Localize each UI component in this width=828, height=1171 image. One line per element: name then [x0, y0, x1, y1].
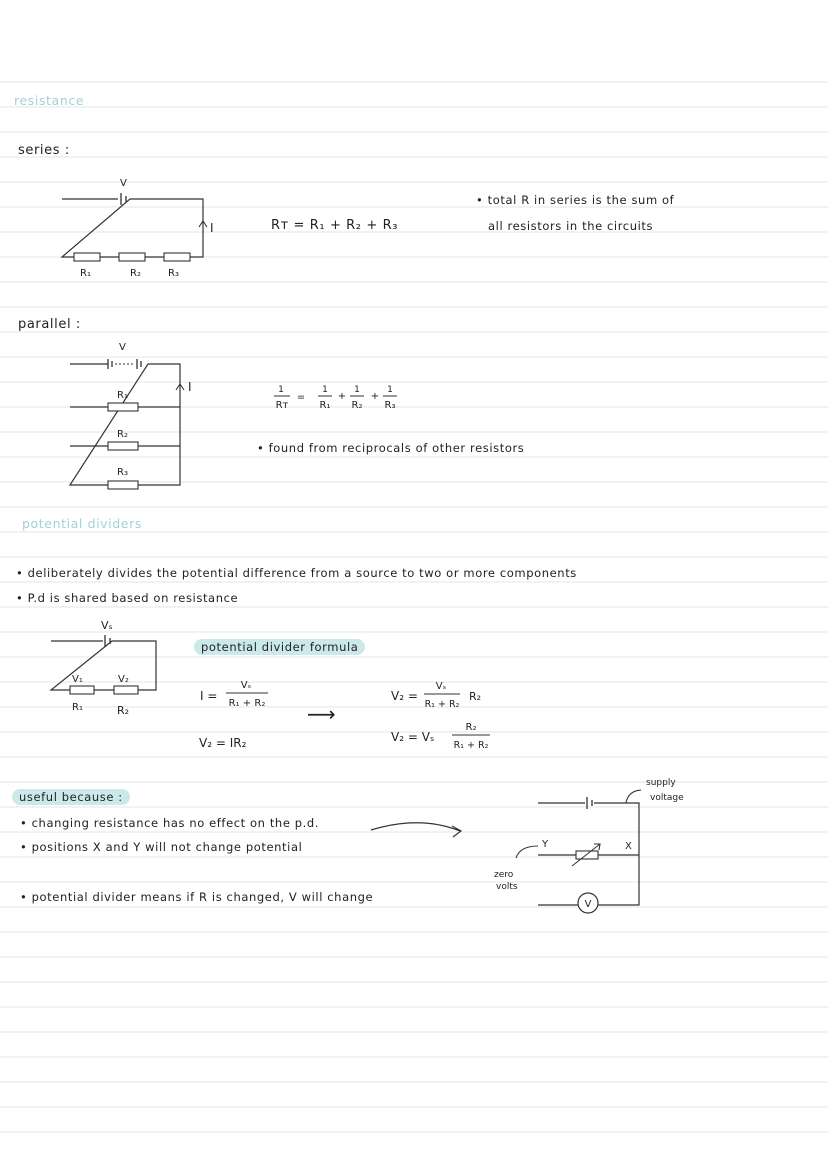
rhs-formula-2-denominator: R₁ + R₂ — [453, 740, 489, 751]
rhs-formula-2-lhs: V₂ = Vₛ — [391, 730, 435, 744]
rhs-formula-1-tail: R₂ — [469, 690, 482, 703]
voltage-label: voltage — [650, 793, 684, 803]
useful-bullet-3: • potential divider means if R is changed, V will change — [20, 890, 374, 904]
potential-dividers-heading: potential dividers — [22, 516, 142, 531]
parallel-r1-label: R₁ — [117, 390, 128, 401]
voltmeter-label: V — [584, 899, 592, 910]
parallel-t1-denominator: R₁ — [319, 400, 331, 411]
parallel-lhs-denominator: Rᴛ — [275, 400, 289, 411]
useful-heading: useful because : — [12, 789, 130, 805]
current-formula-lhs: I = — [200, 689, 218, 703]
variable-resistor-wires — [516, 790, 641, 905]
parallel-t3-denominator: R₃ — [384, 400, 396, 411]
rhs-formula-1-numerator: Vₛ — [435, 681, 447, 692]
series-note-line1: • total R in series is the sum of — [476, 193, 675, 207]
v2-ir2-formula: V₂ = IR₂ — [199, 736, 247, 750]
rhs-formula-1-lhs: V₂ = — [391, 689, 418, 703]
potential-dividers-bullet-2: • P.d is shared based on resistance — [16, 591, 239, 605]
divider-v2-label: V₂ — [118, 674, 129, 685]
curved-arrow-icon — [371, 823, 460, 831]
parallel-v-label: V — [119, 342, 126, 353]
parallel-label: parallel : — [18, 317, 81, 332]
parallel-r2-label: R₂ — [117, 429, 128, 440]
position-x-label: X — [625, 841, 632, 852]
parallel-t2-denominator: R₂ — [351, 400, 363, 411]
parallel-plus-1: + — [337, 391, 347, 402]
series-r1-label: R₁ — [80, 268, 91, 279]
divider-r1-label: R₁ — [72, 702, 83, 713]
zero-label: zero — [494, 870, 514, 880]
parallel-t3-numerator: 1 — [387, 385, 393, 395]
parallel-note: • found from reciprocals of other resistors — [257, 441, 525, 455]
rhs-formula-1-denominator: R₁ + R₂ — [424, 699, 460, 710]
parallel-lhs-numerator: 1 — [278, 385, 284, 395]
variable-resistor — [576, 851, 598, 859]
rhs-formula-2-numerator: R₂ — [465, 722, 477, 733]
position-y-label: Y — [542, 839, 549, 850]
parallel-plus-2: + — [370, 391, 380, 402]
divider-formula-title: potential divider formula — [194, 639, 365, 655]
current-formula-denominator: R₁ + R₂ — [228, 698, 266, 709]
parallel-t2-numerator: 1 — [354, 385, 360, 395]
series-i-label: I — [210, 221, 214, 235]
derivation-arrow: ⟶ — [307, 702, 336, 726]
divider-r2-label: R₂ — [117, 704, 130, 717]
series-formula: Rᴛ = R₁ + R₂ + R₃ — [271, 218, 399, 233]
parallel-equals: = — [296, 392, 306, 403]
volts-label: volts — [496, 882, 518, 892]
parallel-r3-label: R₃ — [117, 467, 128, 478]
parallel-i-label: I — [188, 380, 192, 394]
resistance-heading: resistance — [14, 93, 85, 108]
series-label: series : — [18, 143, 70, 158]
divider-v1-label: V₁ — [72, 674, 83, 685]
series-v-label: V — [120, 178, 127, 189]
useful-bullet-1: • changing resistance has no effect on the p.d. — [20, 816, 320, 830]
parallel-t1-numerator: 1 — [322, 385, 328, 395]
series-r3-label: R₃ — [168, 268, 179, 279]
series-r2-label: R₂ — [130, 268, 141, 279]
supply-label: supply — [646, 778, 676, 788]
divider-vs-label: Vₛ — [101, 619, 113, 632]
current-formula-numerator: Vₛ — [240, 680, 252, 691]
useful-bullet-2: • positions X and Y will not change potential — [20, 840, 303, 854]
potential-dividers-bullet-1: • deliberately divides the potential difference from a source to two or more components — [16, 566, 577, 580]
series-note-line2: all resistors in the circuits — [488, 219, 654, 233]
